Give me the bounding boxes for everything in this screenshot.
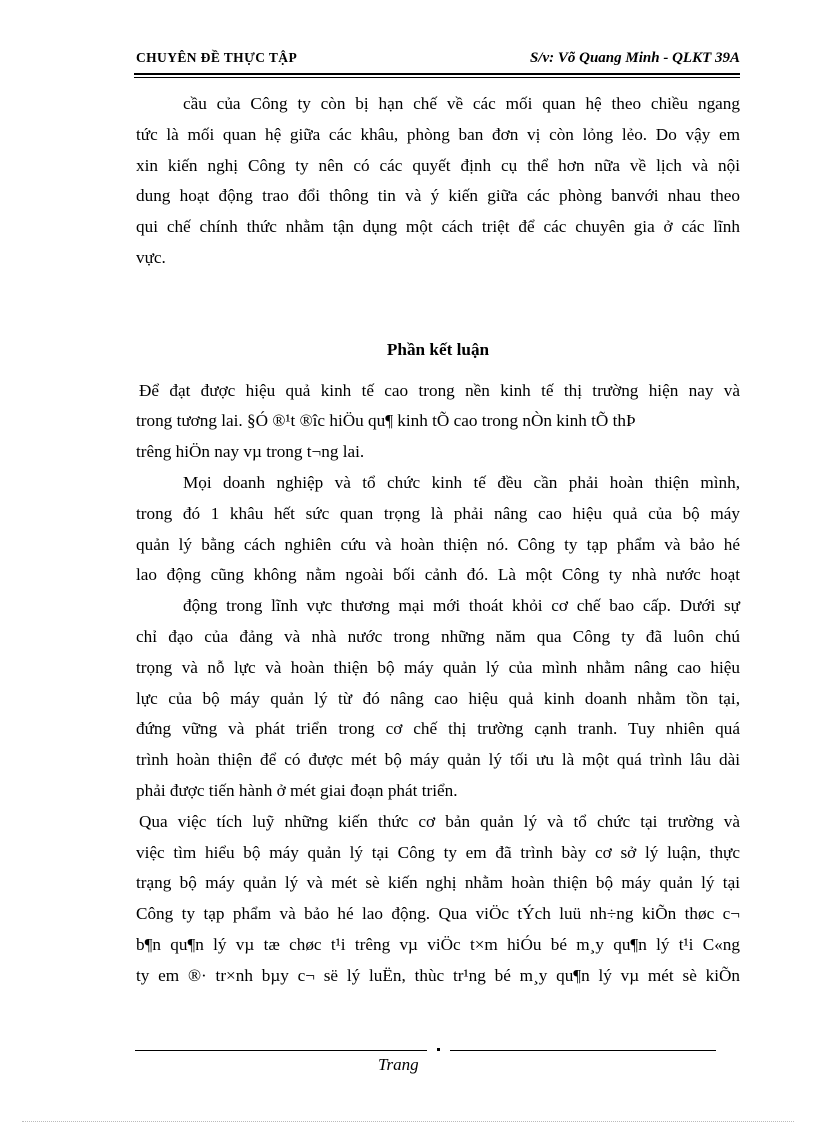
text-line: việc tìm hiểu bộ máy quản lý tại Công ty em đã trình bày cơ sở lý luận, thực [136,842,740,862]
text-line: trong tương lai. §Ó ®¹t ®îc hiÖu qu¶ kinh tÕ cao trong nÒn kinh tÕ thÞ [136,411,636,431]
text-line: Qua việc tích luỹ những kiến thức cơ bản quản lý và tổ chức tại trường và [139,811,740,831]
paragraph-2 [136,376,740,468]
footer-rule-right [450,1050,716,1051]
document-body [136,89,740,992]
text-line: trọng và nỗ lực và hoàn thiện bộ máy quản lý của mình nhằm nâng cao hiệu [136,657,740,677]
page-header [136,50,740,70]
text-line: đứng vững và phát triển trong cơ chế thị trường cạnh tranh. Tuy nhiên quá [136,719,740,739]
text-line: Để đạt được hiệu quả kinh tế cao trong nền kinh tế thị trường hiện nay và [139,380,740,400]
text-line: động trong lĩnh vực thương mại mới thoát khỏi cơ chế bao cấp. Dưới sự [183,596,740,616]
section-title: Phần kết luận [386,339,490,359]
text-line: quản lý bằng cách nghiên cứu và hoàn thiện nó. Công ty tạp phẩm và bảo hé [136,534,740,554]
paragraph-4 [136,591,740,807]
text-line: trạng bộ máy quản lý và mét sè kiến nghị nhằm hoàn thiện bộ máy quản lý tại [136,873,740,893]
paragraph-5 [136,807,740,992]
text-line: chỉ đạo của đảng và nhà nước trong những năm qua Công ty đã luôn chú [136,626,740,646]
text-line: dung hoạt động trao đổi thông tin và ý kiến giữa các phòng banvới nhau theo [136,186,740,206]
text-line: phải được tiến hành ở mét giai đoạn phát triển. [136,780,458,800]
paragraph-1 [136,89,740,274]
text-line: vực. [136,247,166,267]
text-line: Công ty tạp phẩm và bảo hé lao động. Qua viÖc tÝch luü nh÷ng kiÕn thøc c¬ [136,904,740,924]
text-line: tức là mối quan hệ giữa các khâu, phòng ban đơn vị còn lỏng lẻo. Do vậy em [136,124,740,144]
text-line: xin kiến nghị Công ty nên có các quyết định cụ thể hơn nữa về lịch và nội [136,155,740,175]
text-line: trêng hiÖn nay vµ trong t¬ng lai. [136,442,365,462]
page-label: Trang [378,1055,419,1074]
header-rule-thin [134,77,740,78]
text-line: qui chế chính thức nhằm tận dụng một cách triệt để các chuyên gia ở các lĩnh [136,217,740,237]
text-line: cầu của Công ty còn bị hạn chế về các mối quan hệ theo chiều ngang [183,94,740,113]
text-line: b¶n qu¶n lý vµ tæ chøc t¹i trêng vµ viÖc t×m hiÓu bé m¸y qu¶n lý t¹i C«ng [136,934,740,954]
header-author: S/v: Võ Quang Minh - QLKT 39A [529,50,740,66]
header-rule-thick [134,73,740,75]
footer-dot [437,1048,440,1051]
text-line: ty em ®· tr×nh bµy c¬ së lý luËn, thùc tr¹ng bé m¸y qu¶n lý vµ mét sè kiÕn [136,965,740,985]
text-line: lao động cũng không nằm ngoài bối cảnh đó. Là một Công ty nhà nước hoạt [136,565,740,585]
text-line: trình hoàn thiện để có được mét bộ máy quản lý tối ưu là một quá trình lâu dài [136,750,740,770]
header-title: CHUYÊN ĐỀ THỰC TẬP [136,50,298,65]
text-line: Mọi doanh nghiệp và tổ chức kinh tế đều cần phải hoàn thiện mình, [183,472,740,492]
page-bottom-border [22,1121,794,1122]
paragraph-3 [136,468,740,591]
footer-rule-left [135,1050,427,1051]
text-line: lực của bộ máy quản lý từ đó nâng cao hiệu quả kinh doanh nhằm tồn tại, [136,688,740,708]
text-line: trong đó 1 khâu hết sức quan trọng là phải nâng cao hiệu quả của bộ máy [136,503,740,523]
